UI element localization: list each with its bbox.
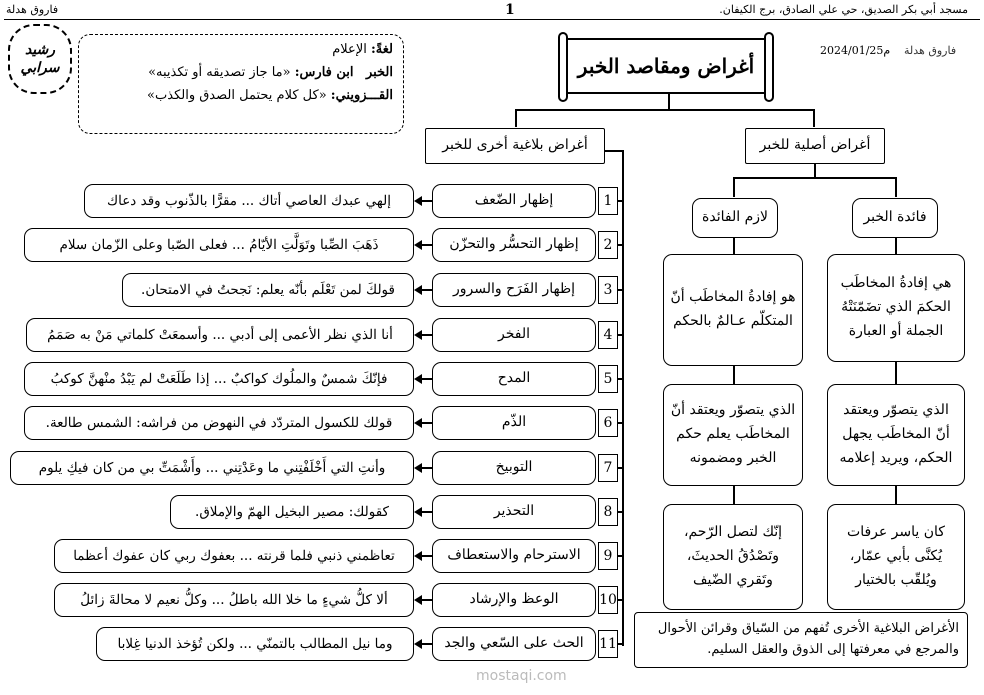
purpose-name-text: الذّم bbox=[501, 414, 527, 431]
lugha-value: الإعلام bbox=[332, 42, 367, 57]
purpose-example-text: وما نيل المطالب بالتمنّي ... ولكن تُؤخذ الدنيا غِلابا bbox=[117, 635, 393, 652]
purpose-name-text: الاسترحام والاستعطاف bbox=[447, 547, 581, 564]
arrowhead-icon bbox=[414, 330, 422, 340]
purpose-name-text: إظهار الفَرَح والسرور bbox=[452, 281, 576, 298]
purpose-example-text: فإنّكَ شمسٌ والملُوك كواكبٌ ... إذا طَلَعَتْ لم يَبْدُ منْهنَّ كوكبُ bbox=[50, 370, 388, 387]
purpose-example bbox=[24, 362, 414, 396]
purpose-number: 2 bbox=[598, 231, 618, 259]
faida-example bbox=[827, 504, 965, 610]
connector bbox=[733, 177, 735, 197]
lazim-example bbox=[663, 504, 803, 610]
lazim-title-text: لازم الفائدة bbox=[702, 209, 768, 226]
faida-definition-text: هي إفادةُ المخاطَب الحكمَ الذي تضَمّنَتْهُ الجملة أو العبارة bbox=[840, 275, 952, 339]
lugha-label: لغةً: bbox=[370, 42, 393, 57]
branch-rhetorical bbox=[425, 128, 605, 164]
connector bbox=[895, 486, 897, 504]
purpose-number: 11 bbox=[598, 630, 618, 658]
purpose-name-text: الفخر bbox=[498, 326, 530, 343]
connector bbox=[814, 164, 816, 178]
purpose-name-text: الحث على السّعي والجد bbox=[444, 635, 584, 652]
author-stamp bbox=[8, 24, 72, 94]
purpose-example-text: ألا كلُّ شيءٍ ما خلا الله باطلُ ... وكلُّ نعيم لا محالةَ زائلُ bbox=[80, 591, 388, 608]
arrow-line bbox=[421, 643, 432, 645]
arrowhead-icon bbox=[414, 196, 422, 206]
faida-condition bbox=[827, 384, 965, 486]
connector bbox=[668, 94, 670, 110]
purpose-name bbox=[432, 495, 596, 529]
purpose-number: 3 bbox=[598, 276, 618, 304]
purpose-example bbox=[26, 318, 414, 352]
connector bbox=[618, 467, 623, 469]
header-author: فاروق هدلة bbox=[6, 3, 59, 16]
connector bbox=[895, 362, 897, 384]
connector bbox=[618, 511, 623, 513]
stamp-line-2: سرابي bbox=[20, 60, 60, 76]
note-text: الأغراض البلاغية الأخرى تُفهم من السّياق وقرائن الأحوال والمرجع في معرفتها إلى الذوق والعقل السليم. bbox=[657, 621, 959, 657]
purpose-name-text: إظهار الضّعف bbox=[474, 192, 554, 209]
lazim-example-text: إنّك لتصل الرّحم، وتَصْدُقُ الحديثَ، وتَقري الضّيف bbox=[683, 524, 783, 588]
faida-definition bbox=[827, 254, 965, 362]
connector bbox=[895, 177, 897, 197]
note-box bbox=[634, 612, 968, 668]
purpose-number: 7 bbox=[598, 454, 618, 482]
branch-rhetorical-label: أغراض بلاغية أخرى للخبر bbox=[442, 137, 588, 154]
connector bbox=[618, 555, 623, 557]
title-scroll bbox=[566, 38, 766, 94]
purpose-number: 9 bbox=[598, 542, 618, 570]
arrow-line bbox=[421, 289, 432, 291]
qazwini-value: «كل كلام يحتمل الصدق والكذب» bbox=[147, 87, 327, 103]
title-text: أغراض ومقاصد الخبر bbox=[577, 54, 755, 78]
connector bbox=[813, 109, 815, 127]
purpose-name bbox=[432, 583, 596, 617]
arrowhead-icon bbox=[414, 374, 422, 384]
connector bbox=[618, 244, 623, 246]
connector bbox=[618, 378, 623, 380]
branch-original bbox=[745, 128, 885, 164]
lazim-condition-text: الذي يتصوّر ويعتقد أنّ المخاطَب يعلم حكم الخبر ومضمونه bbox=[670, 402, 796, 466]
watermark: mostaqi.com bbox=[476, 668, 567, 684]
connector bbox=[618, 289, 623, 291]
arrow-line bbox=[421, 334, 432, 336]
connector bbox=[515, 109, 815, 111]
purpose-name bbox=[432, 539, 596, 573]
purpose-name-text: التوبيخ bbox=[495, 459, 533, 476]
purpose-example-text: ذَهَبَ الصِّبا وتَوَلَّتِ الأيّامُ ... فعلى الصّبا وعلى الزّمان سلام bbox=[59, 236, 379, 253]
connector bbox=[618, 599, 623, 601]
stamp-line-1: رشيد bbox=[24, 41, 56, 58]
arrowhead-icon bbox=[414, 418, 422, 428]
connector bbox=[733, 177, 897, 179]
connector bbox=[618, 643, 623, 645]
purpose-name bbox=[432, 318, 596, 352]
purpose-number: 10 bbox=[598, 586, 618, 614]
purpose-name-text: التحذير bbox=[493, 503, 535, 520]
connector bbox=[618, 422, 623, 424]
connector bbox=[733, 486, 735, 504]
arrowhead-icon bbox=[414, 285, 422, 295]
purpose-example-text: كقولك: مصير البخيل الهمّ والإملاق. bbox=[195, 503, 389, 520]
arrowhead-icon bbox=[414, 463, 422, 473]
arrowhead-icon bbox=[414, 240, 422, 250]
faida-example-text: كان ياسر عرفات يُكنَّى بأبي عمّار، ويُلقّب بالختيار bbox=[847, 524, 945, 588]
purpose-name bbox=[432, 451, 596, 485]
purpose-example bbox=[24, 228, 414, 262]
ibn-faris-label: ابن فارس: bbox=[294, 64, 354, 80]
purpose-name bbox=[432, 362, 596, 396]
arrow-line bbox=[421, 378, 432, 380]
purpose-example bbox=[54, 539, 414, 573]
arrowhead-icon bbox=[414, 551, 422, 561]
connector bbox=[733, 238, 735, 254]
purpose-name-text: إظهار التحسُّر والتحزّن bbox=[449, 236, 579, 253]
connector bbox=[605, 150, 623, 152]
purpose-example bbox=[170, 495, 414, 529]
lazim-title bbox=[692, 198, 778, 238]
purpose-number: 5 bbox=[598, 365, 618, 393]
purpose-example-text: إلهي عبدك العاصي أتاك ... مقرًّا بالذّنوب وقد دعاك bbox=[107, 192, 391, 209]
purpose-example bbox=[84, 184, 414, 218]
purpose-example bbox=[10, 451, 414, 485]
purpose-name bbox=[432, 184, 596, 218]
khabar-label: الخبر bbox=[365, 64, 393, 80]
header-rule bbox=[4, 19, 980, 20]
purpose-example bbox=[96, 627, 414, 661]
purpose-name bbox=[432, 228, 596, 262]
purpose-example-text: قولك للكسول المتردّد في النهوض من فراشه: الشمس طالعة. bbox=[45, 414, 393, 431]
arrow-line bbox=[421, 599, 432, 601]
definitions-box bbox=[78, 34, 404, 134]
faida-title-text: فائدة الخبر bbox=[863, 209, 927, 226]
connector bbox=[515, 109, 517, 127]
connector bbox=[895, 238, 897, 254]
arrow-line bbox=[421, 467, 432, 469]
small-author: فاروق هدلة bbox=[904, 44, 957, 57]
arrowhead-icon bbox=[414, 595, 422, 605]
arrowhead-icon bbox=[414, 639, 422, 649]
purpose-example-text: تعاظمني ذنبي فلما قرنته ... بعفوك ربي كان عفوك أعظما bbox=[73, 547, 395, 564]
purpose-example bbox=[54, 583, 414, 617]
arrow-line bbox=[421, 511, 432, 513]
qazwini-label: القـــزويني: bbox=[330, 87, 393, 103]
date-label: 2024/01/25م bbox=[820, 44, 891, 57]
purpose-example bbox=[122, 273, 414, 307]
purpose-example-text: وأنتِ التي أَخْلَفْتِني ما وعَدْتِني ... وأَشْمَتِّ بي من كان فيكِ يلوم bbox=[38, 459, 386, 476]
connector bbox=[733, 366, 735, 384]
purpose-number: 1 bbox=[598, 187, 618, 215]
purpose-example-text: أنا الذي نظر الأعمى إلى أدبي ... وأسمعَتْ كلماتي مَنْ به صَمَمُ bbox=[47, 326, 393, 343]
arrow-line bbox=[421, 244, 432, 246]
purpose-number: 8 bbox=[598, 498, 618, 526]
lazim-condition bbox=[663, 384, 803, 486]
purpose-name bbox=[432, 627, 596, 661]
connector bbox=[618, 334, 623, 336]
faida-title bbox=[852, 198, 938, 238]
purpose-name bbox=[432, 406, 596, 440]
lazim-definition-text: هو إفادةُ المخاطَب أنّ المتكلّم عـالمٌ بالحكم bbox=[670, 289, 796, 329]
arrowhead-icon bbox=[414, 507, 422, 517]
page-number: 1 bbox=[505, 2, 515, 18]
purpose-name-text: المدح bbox=[497, 370, 531, 387]
lazim-definition bbox=[663, 254, 803, 366]
purpose-example bbox=[24, 406, 414, 440]
arrow-line bbox=[421, 555, 432, 557]
purpose-number: 4 bbox=[598, 321, 618, 349]
purpose-name bbox=[432, 273, 596, 307]
ibn-faris-value: «ما جاز تصديقه أو تكذيبه» bbox=[148, 64, 291, 80]
branch-original-label: أغراض أصلية للخبر bbox=[759, 137, 871, 154]
header-mosque: مسجد أبي بكر الصديق، حي علي الصادق، برج الكيفان. bbox=[719, 3, 968, 16]
connector bbox=[622, 150, 624, 646]
purpose-name-text: الوعظ والإرشاد bbox=[469, 591, 559, 608]
arrow-line bbox=[421, 200, 432, 202]
purpose-example-text: قولكَ لمن تَعْلَم بأنّه يعلم: نَجحتُ في الامتحان. bbox=[141, 281, 395, 298]
faida-condition-text: الذي يتصوّر ويعتقد أنّ المخاطَب يجهل الحكم، ويريد إعلامه bbox=[839, 402, 953, 466]
purpose-number: 6 bbox=[598, 409, 618, 437]
arrow-line bbox=[421, 422, 432, 424]
connector bbox=[618, 200, 623, 202]
